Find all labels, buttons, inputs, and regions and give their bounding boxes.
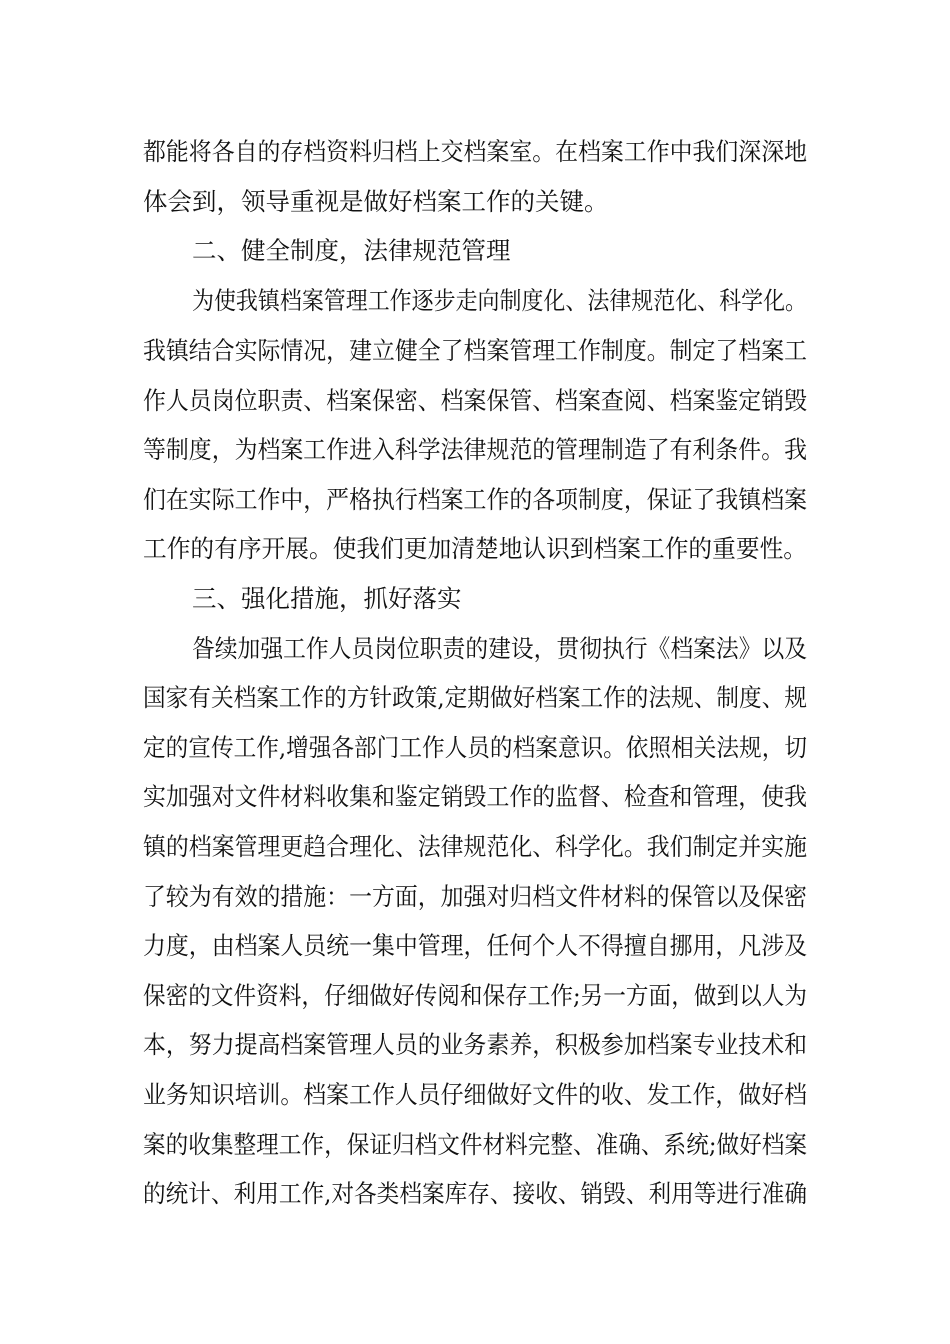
text-line xyxy=(0,1120,950,1170)
text-line xyxy=(0,1020,950,1070)
text-line-content: 了较为有效的措施：一方面，加强对归档文件材料的保管以及保密 xyxy=(143,882,807,911)
text-line xyxy=(0,971,950,1021)
text-line xyxy=(0,127,950,177)
text-line-content: 们在实际工作中，严格执行档案工作的各项制度，保证了我镇档案 xyxy=(143,485,807,514)
text-line xyxy=(0,921,950,971)
section-heading-text: 二、健全制度，法律规范管理 xyxy=(192,236,511,265)
text-line-content: 都能将各自的存档资料归档上交档案室。在档案工作中我们深深地 xyxy=(143,137,807,166)
text-line xyxy=(0,723,950,773)
text-line xyxy=(0,425,950,475)
text-line xyxy=(0,524,950,574)
text-line-content: 工作的有序开展。使我们更加清楚地认识到档案工作的重要性。 xyxy=(143,534,807,563)
text-line-content: 定的宣传工作,增强各部门工作人员的档案意识。依照相关法规，切 xyxy=(143,733,807,762)
text-line xyxy=(0,673,950,723)
text-line-content: 业务知识培训。档案工作人员仔细做好文件的收、发工作，做好档 xyxy=(143,1080,807,1109)
text-line-content: 国家有关档案工作的方针政策,定期做好档案工作的法规、制度、规 xyxy=(143,683,807,712)
text-line-content: 案的收集整理工作，保证归档文件材料完整、准确、系统;做好档案 xyxy=(143,1130,807,1159)
text-line-content: 昝续加强工作人员岗位职责的建设，贯彻执行《档案法》以及 xyxy=(192,634,807,663)
text-line-content: 本，努力提高档案管理人员的业务素养，积极参加档案专业技术和 xyxy=(143,1030,807,1059)
text-line-content: 保密的文件资料，仔细做好传阅和保存工作;另一方面，做到以人为 xyxy=(143,981,807,1010)
text-line xyxy=(0,326,950,376)
section-heading xyxy=(0,226,950,276)
text-line-content: 力度，由档案人员统一集中管理，任何个人不得擅自挪用，凡涉及 xyxy=(143,931,807,960)
section-heading-text: 三、强化措施，抓好落实 xyxy=(192,584,462,613)
section-heading xyxy=(0,574,950,624)
text-line xyxy=(0,1169,950,1219)
text-line xyxy=(0,376,950,426)
text-line xyxy=(0,177,950,227)
text-line xyxy=(0,276,950,326)
text-line-content: 等制度，为档案工作进入科学法律规范的管理制造了有利条件。我 xyxy=(143,435,807,464)
text-line xyxy=(0,872,950,922)
text-line xyxy=(0,822,950,872)
text-line-content: 为使我镇档案管理工作逐步走向制度化、法律规范化、科学化。 xyxy=(192,286,807,315)
text-line-content: 的统计、利用工作,对各类档案库存、接收、销毁、利用等进行准确 xyxy=(143,1179,807,1208)
text-line xyxy=(0,475,950,525)
text-line-content: 实加强对文件材料收集和鉴定销毁工作的监督、检查和管理，使我 xyxy=(143,782,807,811)
text-line xyxy=(0,772,950,822)
text-line xyxy=(0,624,950,674)
text-line-content: 作人员岗位职责、档案保密、档案保管、档案查阅、档案鉴定销毁 xyxy=(143,386,807,415)
text-line-content: 体会到，领导重视是做好档案工作的关键。 xyxy=(143,187,609,216)
text-line xyxy=(0,1070,950,1120)
text-line-content: 我镇结合实际情况，建立健全了档案管理工作制度。制定了档案工 xyxy=(143,336,807,365)
text-line-content: 镇的档案管理更趋合理化、法律规范化、科学化。我们制定并实施 xyxy=(143,832,807,861)
